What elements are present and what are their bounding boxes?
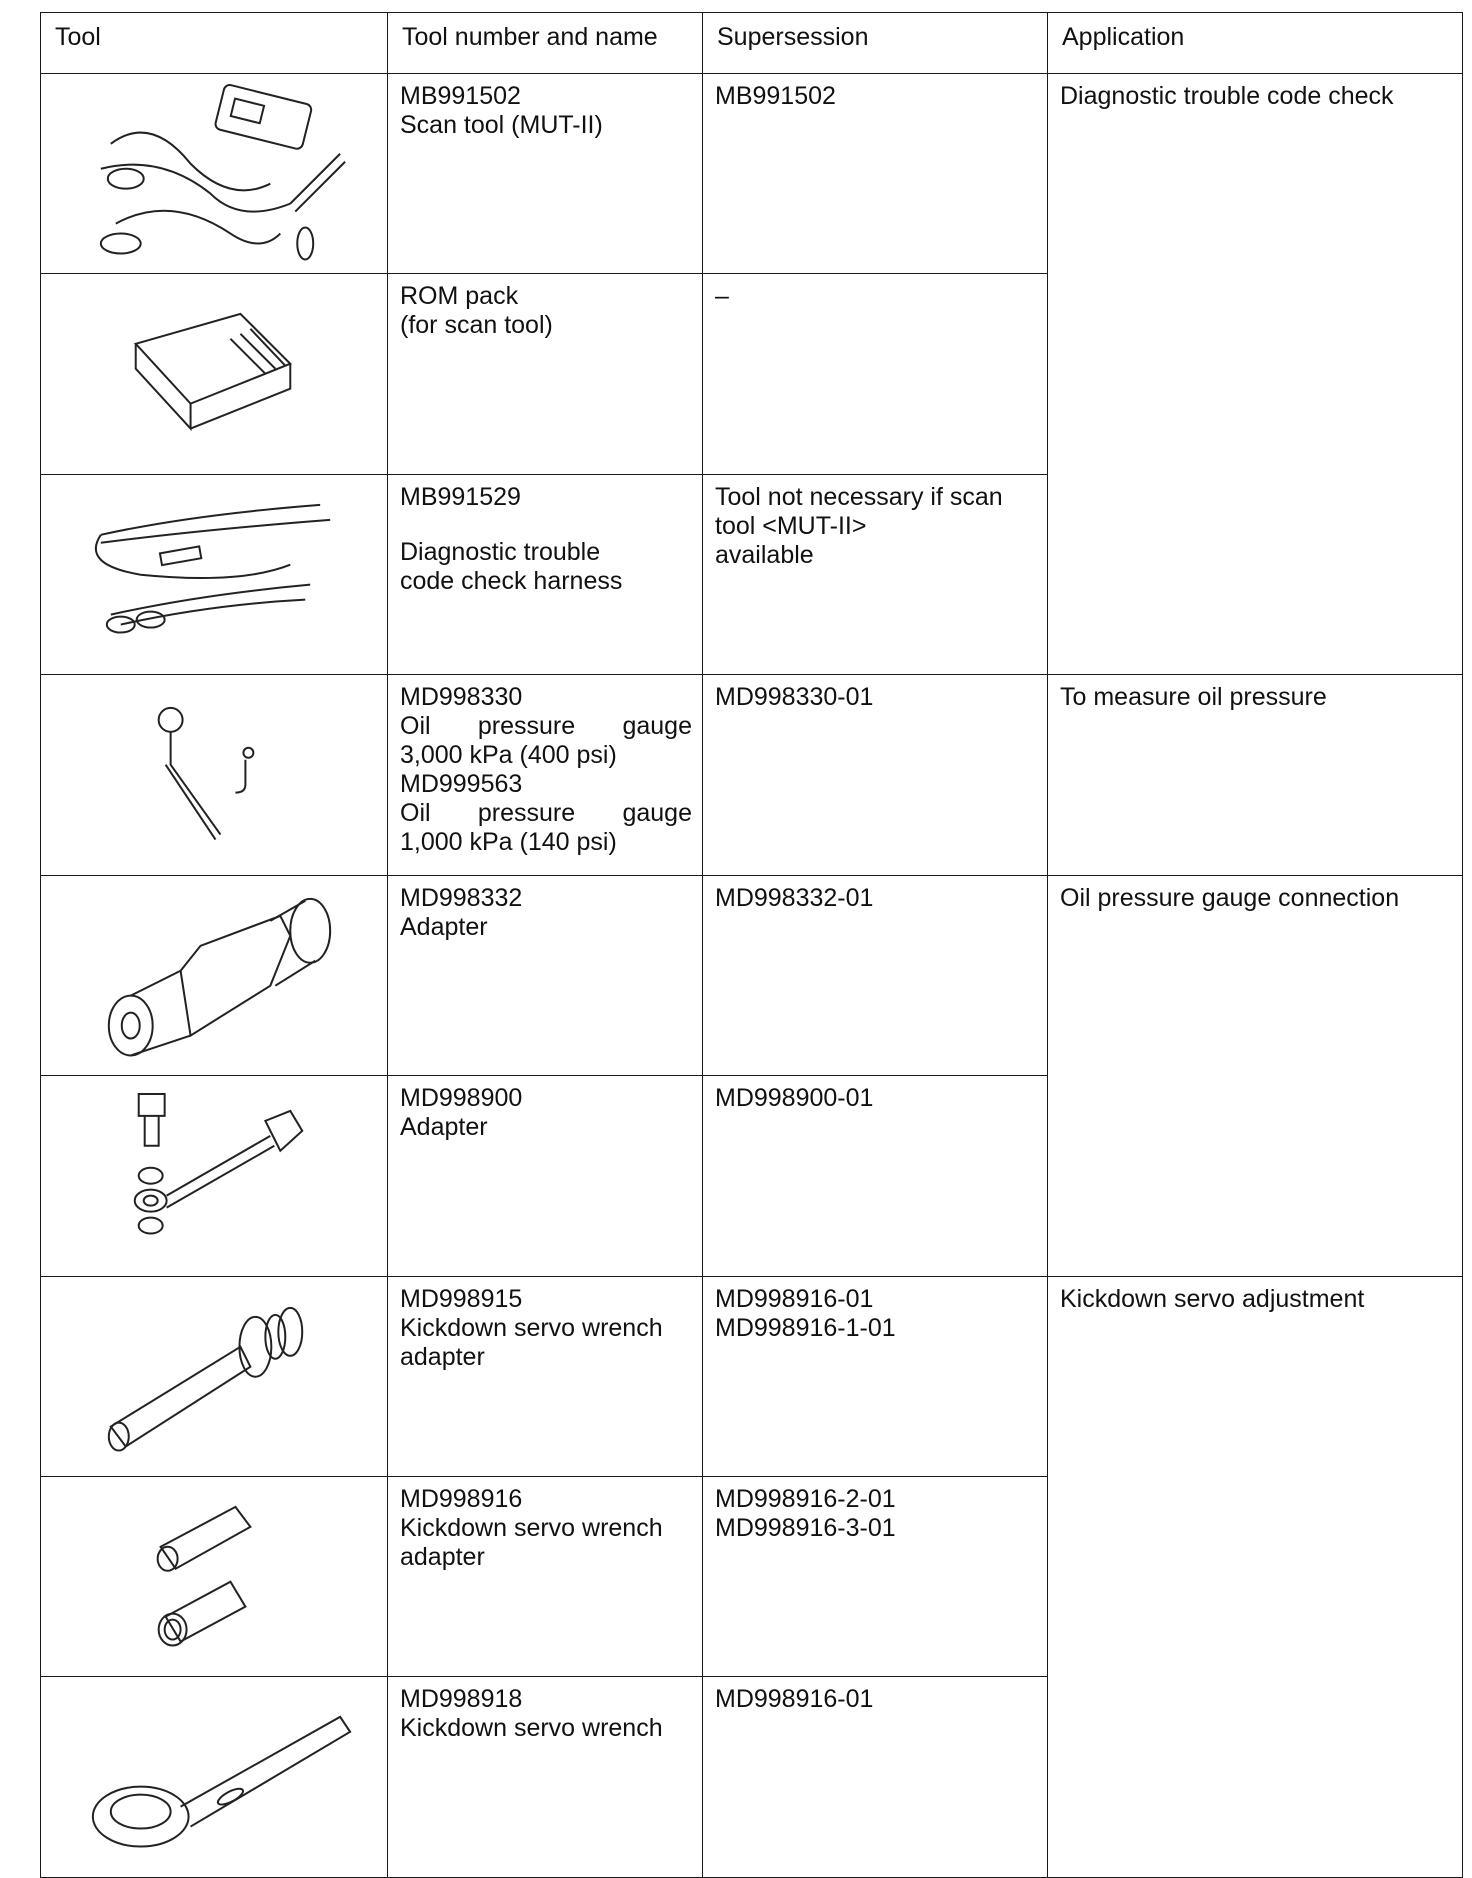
word: Oil	[400, 712, 431, 741]
word: pressure	[477, 799, 576, 828]
tool-number: MD999563	[400, 770, 523, 799]
tool-number-name-cell	[388, 1276, 703, 1476]
tool-number: MD998330	[400, 683, 523, 712]
tool-name: Adapter	[400, 912, 488, 941]
special-tools-table	[40, 12, 1463, 1878]
table-row	[41, 1276, 1463, 1476]
header-application: Application	[1048, 13, 1463, 74]
tool-spec: 3,000 kPa (400 psi)	[400, 741, 617, 770]
scan-tool-icon	[41, 74, 387, 273]
tool-name: (for scan tool)	[400, 311, 553, 340]
tool-illustration-cell	[41, 1476, 388, 1676]
application-text: Oil pressure gauge connection	[1060, 883, 1400, 912]
tool-name-line: Kickdown servo wrench	[400, 1313, 663, 1342]
supersession-cell	[703, 675, 1048, 875]
supersession-value: MD998332-01	[715, 883, 874, 912]
supersession-line: Tool not necessary if scan	[715, 482, 1003, 511]
tool-illustration-cell	[41, 474, 388, 674]
tool-number: MD998332	[400, 883, 523, 912]
tool-name-line	[400, 712, 692, 741]
supersession-cell	[703, 474, 1048, 674]
supersession-cell	[703, 1476, 1048, 1676]
supersession-value: –	[715, 282, 729, 311]
tool-name-line: adapter	[400, 1542, 485, 1571]
tool-illustration-cell	[41, 1276, 388, 1476]
tool-number: MD998915	[400, 1284, 523, 1313]
word: gauge	[622, 712, 692, 741]
tool-number-name-cell	[388, 1476, 703, 1676]
pressure-gauge-icon	[41, 675, 387, 874]
tool-number-name-cell	[388, 1677, 703, 1877]
tool-illustration-cell	[41, 74, 388, 274]
supersession-value: MD998900-01	[715, 1084, 874, 1113]
application-text: Diagnostic trouble code check	[1060, 82, 1394, 110]
rom-pack-icon	[41, 274, 387, 473]
supersession-line: MD998916-1-01	[715, 1313, 896, 1342]
supersession-cell	[703, 1076, 1048, 1276]
header-number-name: Tool number and name	[388, 13, 703, 74]
tool-number-name-cell	[388, 474, 703, 674]
supersession-line: available	[715, 540, 814, 569]
servo-wrench-adapter-icon	[41, 1277, 387, 1476]
supersession-line: MD998916-2-01	[715, 1484, 896, 1513]
tool-illustration-cell	[41, 274, 388, 474]
tool-number: MD998916	[400, 1484, 523, 1513]
tool-number: MB991502	[400, 82, 521, 110]
supersession-value: MD998916-01	[715, 1685, 874, 1714]
tool-number: MD998900	[400, 1084, 523, 1113]
tool-name: Scan tool (MUT-II)	[400, 111, 603, 139]
tool-number-name-cell	[388, 675, 703, 875]
tool-number-name-cell	[388, 875, 703, 1075]
supersession-cell	[703, 274, 1048, 474]
tool-illustration-cell	[41, 675, 388, 875]
tool-name-line	[400, 799, 692, 828]
table-row	[41, 74, 1463, 274]
harness-icon	[41, 475, 387, 674]
socket-pair-icon	[41, 1477, 387, 1676]
adapter-set-icon	[41, 1076, 387, 1275]
adapter-icon	[41, 876, 387, 1075]
word: Oil	[400, 799, 431, 828]
tool-illustration-cell	[41, 1677, 388, 1877]
application-cell	[1048, 675, 1463, 875]
supersession-cell	[703, 1677, 1048, 1877]
supersession-line: tool <MUT-II>	[715, 511, 867, 540]
tool-name-line: adapter	[400, 1342, 485, 1371]
tool-number-name-cell	[388, 74, 703, 274]
tool-name-line: Kickdown servo wrench	[400, 1513, 663, 1542]
tool-number: MD998918	[400, 1685, 523, 1714]
tool-number: MB991529	[400, 482, 521, 511]
supersession-cell	[703, 74, 1048, 274]
servo-wrench-icon	[41, 1677, 387, 1876]
tool-name: Kickdown servo wrench	[400, 1714, 663, 1743]
tool-illustration-cell	[41, 875, 388, 1075]
tool-name: Adapter	[400, 1113, 488, 1142]
application-cell	[1048, 74, 1463, 675]
application-text: To measure oil pressure	[1060, 683, 1327, 712]
supersession-value: MD998330-01	[715, 683, 874, 712]
table-row	[41, 675, 1463, 875]
supersession-value: MB991502	[715, 82, 836, 110]
supersession-line: MD998916-01	[715, 1284, 874, 1313]
supersession-cell	[703, 1276, 1048, 1476]
tool-illustration-cell	[41, 1076, 388, 1276]
word: gauge	[622, 799, 692, 828]
word: pressure	[477, 712, 576, 741]
application-text: Kickdown servo adjustment	[1060, 1284, 1365, 1313]
tool-number: ROM pack	[400, 282, 519, 311]
tool-name-line: code check harness	[400, 566, 623, 595]
application-cell	[1048, 1276, 1463, 1877]
tool-spec: 1,000 kPa (140 psi)	[400, 828, 617, 857]
tool-name-line: Diagnostic trouble	[400, 537, 601, 566]
header-supersession: Supersession	[703, 13, 1048, 74]
table-header-row	[41, 13, 1463, 74]
application-cell	[1048, 875, 1463, 1276]
table-row	[41, 875, 1463, 1075]
supersession-line: MD998916-3-01	[715, 1513, 896, 1542]
header-tool: Tool	[41, 13, 388, 74]
tool-number-name-cell	[388, 274, 703, 474]
special-tools-table-sheet	[40, 12, 1462, 1860]
supersession-cell	[703, 875, 1048, 1075]
tool-number-name-cell	[388, 1076, 703, 1276]
